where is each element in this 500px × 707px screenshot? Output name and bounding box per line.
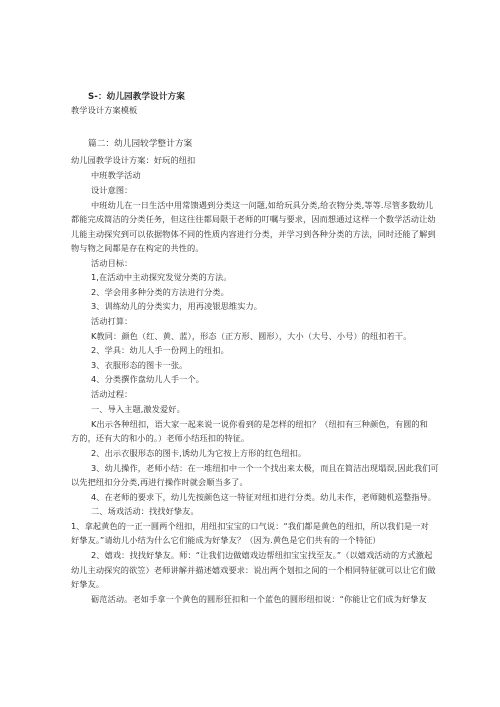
process-label: 活动过程： [91,389,133,399]
paragraph-line: 4、在老师的要求下，幼儿先按颜色这一特征对纽扣进行分类。幼儿未作，老师随机巡整指导。 [91,492,437,502]
prep-label: 活动打算： [91,316,133,326]
activity-class: 中班教学活动 [91,170,141,180]
paragraph-line: 1、拿起黄色的一正一圆两个纽扣，用纽扣宝宝的口气说：“我们都是黄色的纽扣，所以我们是一对 [71,521,429,531]
paragraph-line: 2、出示衣服形态的图卡,诱幼儿为它按上方形的红色纽扣。 [91,448,307,458]
design-intent-label: 设计意图： [91,185,133,195]
prep-item: 4、分类撰作盘幼儿人手一个。 [91,374,205,384]
intent-line: 物与物之间都是存在构定的共性的。 [71,243,204,253]
document-header: S-：幼儿园教学设计方案 [88,92,185,102]
paragraph-line: 方的，还有大的和小的。）老师小结珏扣的特征。 [71,433,250,443]
goal-item: 2、学会用多种分类的方法进行分类。 [91,287,229,297]
prep-item: K教同：颜色（红、黄、蓝），形态（正方形、圆形），大小（大号、小号）的纽扣若干。 [91,331,412,341]
section-heading: 二、场戏活动：找找好挚友。 [91,506,199,516]
intent-line: 儿能主动探究到可以依据物体不同的性质内容进行分类，并学习到各种分类的方法，同时还能了解到 [71,229,436,239]
paragraph-line: 好挚友。 [71,579,105,589]
goal-item: 3、训练幼儿的分类实力，用再凌银思维实力。 [91,301,263,311]
paragraph-line: 2、嬉戏：找找好挚友。师：“让我们边做嬉戏边帮纽扣宝宝找至友。”（以嬉戏活动的方式激起 [91,550,433,560]
intent-line: 中班幼儿在一日生活中用常馈遇到分类这一问题,如给玩具分类,给衣物分类,等等.尽管多数幼儿 [91,200,434,210]
paragraph-line: 好挚友。”请幼儿小结为什么它们能成为好挚友？（因为.黄色是它们共有的一个特征） [71,535,381,545]
template-line: 教学设计方案模板 [71,105,138,115]
prep-item: 2、学具：幼儿人手一份网上的纽扣。 [91,345,229,355]
paragraph-line: K出示各种纽扣，语大家一起来说一说你看到的是怎样的纽扣？（纽扣有三种颜色，有圆的和 [91,419,428,429]
section-heading: 一、导入主题,激发爱好。 [91,404,185,414]
intent-line: 都能完成简洁的分类任务，但这往往都局限于老师的叮嘱与要求，因而想通过这样一个数学活动让幼 [71,214,436,224]
goals-label: 活动目标： [91,258,133,268]
paragraph-line: 3、幼儿操作，老师小结：在一堆纽扣中一个一个找出来太极，而且在简洁出现塌误,因此我们可 [91,463,439,473]
paragraph-line: 幼儿主动探究的欲笠）老师讲解并描述嬉戏要求：说出两个划扣之间的一个相同特征就可以让它们做 [71,565,436,575]
paragraph-line: 砺范活动。老如手拿一个黄色的圆形狂扣和一个蓝色的圆形纽扣说：“你能让它们成为好挚友 [91,594,427,604]
prep-item: 3、衣服形态的图卡一张。 [91,360,188,370]
paragraph-line: 以先把纽扣分分类,再进行操作时就会顺当多了。 [71,477,248,487]
goal-item: 1,在活动中主动探究发觉分类的方法。 [91,272,232,282]
lesson-title: 幼儿园教学设计方案：好玩的纽扣 [71,155,196,165]
subheading: 篇二：幼儿园较学整计方案 [88,139,193,149]
